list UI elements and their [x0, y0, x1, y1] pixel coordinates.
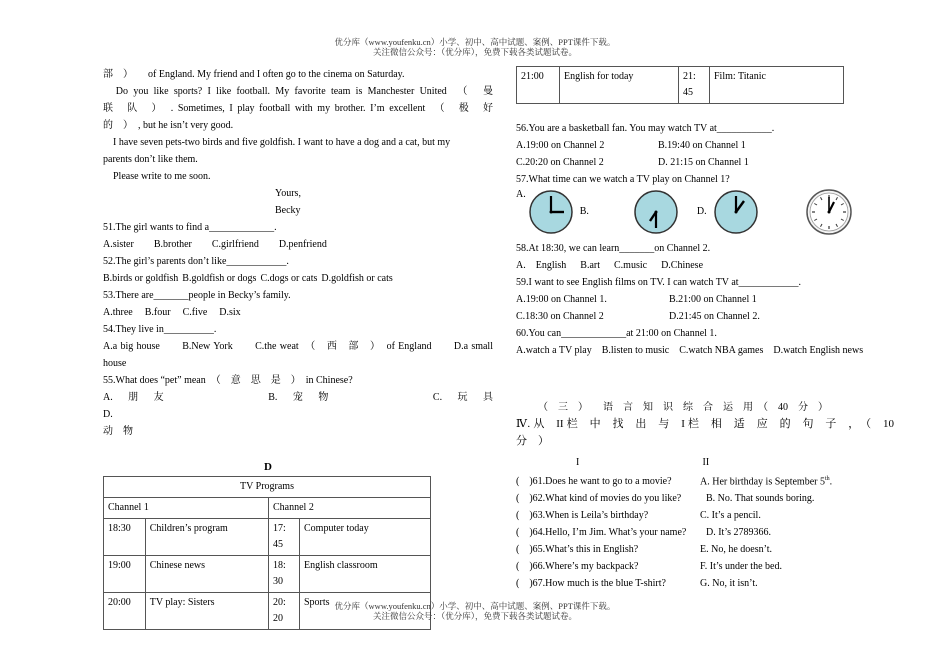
time-cell: 21:00	[517, 67, 560, 104]
matching-answer: G. No, it isn’t.	[700, 578, 758, 590]
option: C.girlfriend	[211, 239, 259, 250]
time-part: 30	[273, 576, 283, 587]
clock-icon	[633, 189, 679, 235]
matching-answer-end: .	[829, 476, 833, 488]
option: D.Chinese	[661, 260, 704, 271]
question-53	[103, 287, 493, 321]
question-text: 52.The girl’s parents don’t like____________.	[103, 256, 289, 267]
option-d-clock	[713, 189, 759, 235]
question-54	[103, 321, 493, 372]
time-part: 45	[273, 539, 283, 550]
matching-question: ( )61.Does he want to go to a movie?	[516, 476, 672, 488]
letter-line: parents don’t like them.	[103, 154, 198, 165]
options	[516, 257, 894, 274]
matching-answer: F. It’s under the bed.	[700, 561, 782, 573]
option: A. English	[516, 260, 567, 271]
letter-line: Do you like sports? I like football. My favorite team is Manchester United （ 曼	[103, 86, 493, 97]
option-label: B.	[579, 206, 589, 217]
part-3-instructions: 分 ）	[516, 435, 549, 447]
clock-options	[516, 188, 894, 236]
page-footer	[0, 601, 950, 621]
footer-line-2: 关注微信公众号：（优分库），免费下载各类试题试卷。	[372, 611, 577, 621]
options	[516, 342, 894, 359]
program-cell: Sports	[300, 593, 431, 630]
option: A.19:00 on Channel 1.	[516, 294, 607, 305]
matching-question: ( )64.Hello, I’m Jim. What’s your name?	[516, 527, 687, 539]
option: B.brother	[153, 239, 192, 250]
superscript: th	[824, 476, 830, 482]
matching-item	[516, 575, 894, 592]
time-part: 21:	[683, 71, 696, 82]
question-text: 53.There are_______people in Becky’s family.	[103, 290, 291, 301]
program-cell: TV play: Sisters	[145, 593, 268, 630]
time-cell	[269, 519, 300, 556]
page-header	[0, 37, 950, 57]
question-55	[103, 372, 583, 440]
options	[516, 154, 894, 171]
option: D.watch English news	[773, 345, 864, 356]
table-title: TV Programs	[104, 477, 431, 498]
matching-item	[516, 524, 894, 541]
option-extra-clock	[805, 188, 853, 236]
matching-answer: D. It’s 2789366.	[706, 527, 771, 539]
question-59	[516, 274, 894, 325]
clock-icon	[528, 189, 574, 235]
matching-question: ( )62.What kind of movies do you like?	[516, 493, 682, 505]
question-60	[516, 325, 894, 359]
question-56	[516, 120, 894, 171]
time-part: 18:	[273, 560, 286, 571]
footer-line-1: 优分库（www.youfenku.cn）小学、初中、高中试题、案例、PPT课件下载。	[334, 601, 616, 611]
part-3-title: （ 三 ） 语 言 知 识 综 合 运 用 （ 40 分 ）	[538, 402, 828, 413]
option: B.art	[580, 260, 600, 271]
column-ii-label: II	[702, 457, 710, 468]
question-text: 55.What does “pet” mean （ 意 思 是 ） in Chinese?	[103, 375, 353, 386]
option-c	[633, 189, 679, 235]
question-text: 57.What time can we watch a TV play on Channel 1?	[516, 174, 730, 185]
matching-item	[516, 490, 894, 507]
time-part: 20	[273, 613, 283, 624]
program-cell: Computer today	[300, 519, 431, 556]
options	[516, 137, 894, 154]
clock-icon	[713, 189, 759, 235]
option: B.21:00 on Channel 1	[669, 294, 757, 305]
option-label: D.	[696, 206, 707, 217]
options-line: house	[103, 358, 127, 369]
option-a	[516, 189, 574, 235]
letter-line: 的 ） , but he isn’t very good.	[103, 120, 234, 131]
question-text: 51.The girl wants to find a_____________.	[103, 222, 277, 233]
time-part: 45	[683, 87, 693, 98]
option: B.birds or goldfish	[103, 273, 179, 284]
option: B.goldfish or dogs	[182, 273, 257, 284]
program-cell: Film: Titanic	[710, 67, 844, 104]
option: C.18:30 on Channel 2	[516, 311, 604, 322]
program-cell: Chinese news	[145, 556, 268, 593]
program-cell: Children’s program	[145, 519, 268, 556]
option: B.19:40 on Channel 1	[658, 140, 746, 151]
letter-signature: Becky	[275, 205, 301, 216]
matching-answer: C. It’s a pencil.	[700, 510, 761, 522]
option-b	[580, 206, 591, 218]
program-cell: English classroom	[300, 556, 431, 593]
option: C.20:20 on Channel 2	[516, 157, 604, 168]
question-text: 56.You are a basketball fan. You may watch TV at___________.	[516, 123, 775, 134]
letter-line: I have seven pets-two birds and five goldfish. I want to have a dog and a cat, but my	[103, 137, 451, 148]
time-cell: 20:00	[104, 593, 146, 630]
table-row	[104, 519, 431, 556]
matching-item	[516, 558, 894, 575]
time-part: 20:	[273, 597, 286, 608]
matching-question: ( )63.When is Leila’s birthday?	[516, 510, 649, 522]
matching-answer: B. No. That sounds boring.	[706, 493, 815, 505]
question-51	[103, 219, 493, 253]
section-d-title: D	[264, 461, 272, 473]
matching-answer: A. Her birthday is September 5	[700, 476, 825, 488]
channel-1-header: Channel 1	[104, 498, 269, 519]
options	[103, 304, 493, 321]
options	[103, 236, 493, 253]
column-headers	[516, 454, 894, 471]
time-cell	[679, 67, 710, 104]
option: C.dogs or cats	[260, 273, 318, 284]
matching-question: ( )67.How much is the blue T-shirt?	[516, 578, 666, 590]
option: C.watch NBA games	[679, 345, 764, 356]
tv-programs-table-continued	[516, 66, 844, 104]
channel-2-header: Channel 2	[269, 498, 431, 519]
option: A.three	[103, 307, 133, 318]
question-text: 59.I want to see English films on TV. I can watch TV at____________.	[516, 277, 802, 288]
time-cell: 18:30	[104, 519, 146, 556]
right-column	[516, 66, 894, 592]
matching-item	[516, 507, 894, 524]
option: D.21:45 on Channel 2.	[669, 311, 760, 322]
matching-question: ( )66.Where’s my backpack?	[516, 561, 639, 573]
program-cell: English for today	[560, 67, 679, 104]
option: B.listen to music	[601, 345, 670, 356]
option: A.sister	[103, 239, 134, 250]
option: A.19:00 on Channel 2	[516, 140, 605, 151]
option-label: A.	[516, 189, 526, 200]
header-line-2: 关注微信公众号：（优分库），免费下载各类试题试卷。	[372, 47, 577, 57]
options-line: A.a big house B.New York C.the weat （ 西 部 ） of England D.a small	[103, 341, 493, 352]
option: B.four	[144, 307, 171, 318]
option: D.goldfish or cats	[321, 273, 393, 284]
part-3-instructions: Ⅳ. 从 II 栏 中 找 出 与 I 栏 相 适 应 的 句 子 ， （ 10	[516, 418, 894, 430]
time-cell	[269, 556, 300, 593]
time-cell: 19:00	[104, 556, 146, 593]
part-3	[516, 399, 894, 592]
options	[516, 308, 894, 325]
options	[103, 270, 493, 287]
header-line-1: 优分库（www.youfenku.cn）小学、初中、高中试题、案例、PPT课件下载。	[334, 37, 616, 47]
option: C.five	[182, 307, 208, 318]
options-line: A. 朋 友 B. 宠 物 C. 玩 具 D.	[103, 392, 583, 420]
question-text: 58.At 18:30, we can learn_______on Channel 2.	[516, 243, 711, 254]
options	[516, 291, 894, 308]
question-58	[516, 240, 894, 274]
option: D.penfriend	[278, 239, 327, 250]
table-row	[104, 556, 431, 593]
question-57	[516, 171, 894, 236]
time-part: 17:	[273, 523, 286, 534]
letter-line: 联 队 ） . Sometimes, I play football with my brother. I’m excellent （ 极 好	[103, 103, 493, 114]
letter-line: 部 ） of England. My friend and I often go to the cinema on Saturday.	[103, 69, 405, 80]
letter-closing: Yours,	[275, 188, 301, 199]
matching-list	[516, 471, 894, 592]
option: C.music	[614, 260, 648, 271]
matching-item	[516, 471, 894, 490]
letter-line: Please write to me soon.	[103, 171, 211, 182]
option: A.watch a TV play	[516, 345, 592, 356]
option: D.six	[219, 307, 241, 318]
option-d	[697, 206, 709, 218]
matching-answer: E. No, he doesn’t.	[700, 544, 773, 556]
option: D. 21:15 on Channel 1	[658, 157, 749, 168]
matching-question: ( )65.What’s this in English?	[516, 544, 639, 556]
table-row	[517, 67, 844, 104]
column-i-label: I	[576, 457, 580, 468]
matching-item	[516, 541, 894, 558]
options-line: 动 物	[103, 426, 133, 437]
question-text: 60.You can_____________at 21:00 on Channel 1.	[516, 328, 717, 339]
question-52	[103, 253, 493, 287]
wall-clock-icon	[805, 188, 853, 236]
question-text: 54.They live in__________.	[103, 324, 217, 335]
